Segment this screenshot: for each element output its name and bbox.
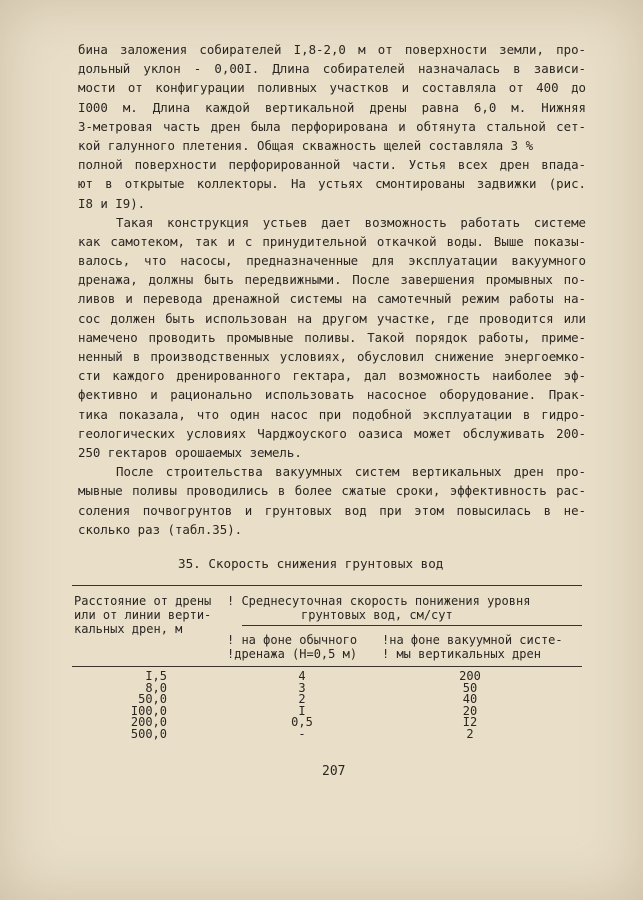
text-line: сос должен быть использован на другом участке, где проводится или (78, 310, 586, 326)
text-line: сколько раз (табл.35). (78, 521, 243, 537)
table-cell: 20 (462, 703, 478, 718)
table-cell: 50 (462, 680, 478, 695)
table-cell: I (298, 703, 306, 718)
text-line: мости от конфигурации поливных участков и составляла от 400 до (78, 80, 586, 96)
text-line: намечено проводить промывные поливы. Такой порядок работы, приме- (78, 329, 586, 345)
body-text (78, 40, 586, 539)
subheader-vacuum (382, 633, 563, 661)
column-distance (92, 671, 167, 741)
table-cell: I00,0 (130, 703, 167, 718)
table-cell: 8,0 (145, 680, 167, 695)
table-cell: I2 (462, 715, 478, 730)
header-line: или от линии верти- (74, 608, 212, 622)
text-line: геологических условиях Чарджоуского оазиса может обслуживать 200- (78, 425, 586, 441)
subheader-normal (227, 633, 357, 661)
header-line: ! на фоне обычного (227, 633, 358, 647)
header-line: ! Среднесуточная скорость понижения уровня (227, 594, 531, 608)
text-line: как самотеком, так и с принудительной откачкой воды. Выше показы- (78, 233, 586, 249)
text-line: полной поверхности перфорированной части. Устья всех дрен впада- (78, 157, 586, 173)
header-distance (74, 594, 211, 636)
table-cell: 0,5 (291, 715, 313, 730)
header-line: ! мы вертикальных дрен (382, 647, 541, 661)
header-line: !дренажа (Н=0,5 м) (227, 647, 358, 661)
header-line: кальных дрен, м (74, 622, 183, 636)
table-cell: I,5 (145, 669, 167, 683)
table-cell: 500,0 (130, 726, 167, 741)
table-cell: 2 (298, 692, 306, 707)
table-cell: 200,0 (130, 715, 167, 730)
header-line: Расстояние от дрены (74, 594, 212, 608)
text-line: дольный уклон - 0,00I. Длина собирателей назначалась в зависи- (78, 61, 586, 77)
table-cell: 40 (462, 692, 478, 707)
header-mid-rule (242, 625, 582, 626)
column-normal-drainage (272, 671, 332, 741)
text-line: После строительства вакуумных систем вертикальных дрен про- (116, 464, 586, 480)
text-line: бина заложения собирателей I,8-2,0 м от поверхности земли, про- (78, 42, 586, 57)
header-line: грунтовых вод, см/сут (301, 608, 453, 622)
text-line: I000 м. Длина каждой вертикальной дрены равна 6,0 м. Нижняя (78, 99, 586, 115)
header-bottom-rule (72, 666, 582, 667)
column-vacuum-drainage (440, 671, 500, 741)
page-number: 207 (322, 764, 346, 779)
text-line: фективно и рационально использовать насосное оборудование. Прак- (78, 387, 586, 403)
text-line: тика показала, что один насос при подобной эксплуатации в гидро- (78, 406, 586, 422)
table-cell: 200 (459, 669, 481, 683)
text-line: 3-метровая часть дрен была перфорирована и обтянута стальной сет- (78, 118, 586, 134)
table-top-rule (72, 585, 582, 586)
text-line: дренажа, должны быть передвижными. После завершения промывных по- (78, 272, 586, 288)
table-title: 35. Скорость снижения грунтовых вод (178, 556, 444, 571)
text-line: ненный в производственных условиях, обусловил снижение энергоемко- (78, 349, 586, 364)
text-line: ливов и перевода дренажной системы на самотечный режим работы на- (78, 291, 586, 307)
text-line: ют в открытые коллекторы. На устьях смонтированы задвижки (рис. (78, 176, 586, 192)
table-cell: 4 (298, 669, 306, 683)
text-line: сти каждого дренированного гектара, дал возможность наиболее эф- (78, 368, 586, 384)
table-cell: 2 (466, 726, 474, 741)
text-line: I8 и I9). (78, 195, 146, 211)
text-line: Такая конструкция устьев дает возможность работать системе (116, 214, 586, 230)
text-line: соления почвогрунтов и грунтовых вод при этом повысилась в не- (78, 502, 586, 518)
header-line: !на фоне вакуумной систе- (382, 633, 563, 647)
text-line: 250 гектаров орошаемых земель. (78, 444, 302, 460)
text-line: мывные поливы проводились в более сжатые сроки, эффективность рас- (78, 483, 586, 499)
table-cell: 3 (298, 680, 306, 695)
text-line: валось, что насосы, предназначенные для эксплуатации вакуумного (78, 253, 586, 269)
header-rate (227, 594, 530, 622)
table-cell: 50,0 (138, 692, 167, 707)
text-line: кой галунного плетения. Общая скважность щелей составляла 3 % (78, 137, 534, 153)
table-cell: - (298, 726, 306, 741)
